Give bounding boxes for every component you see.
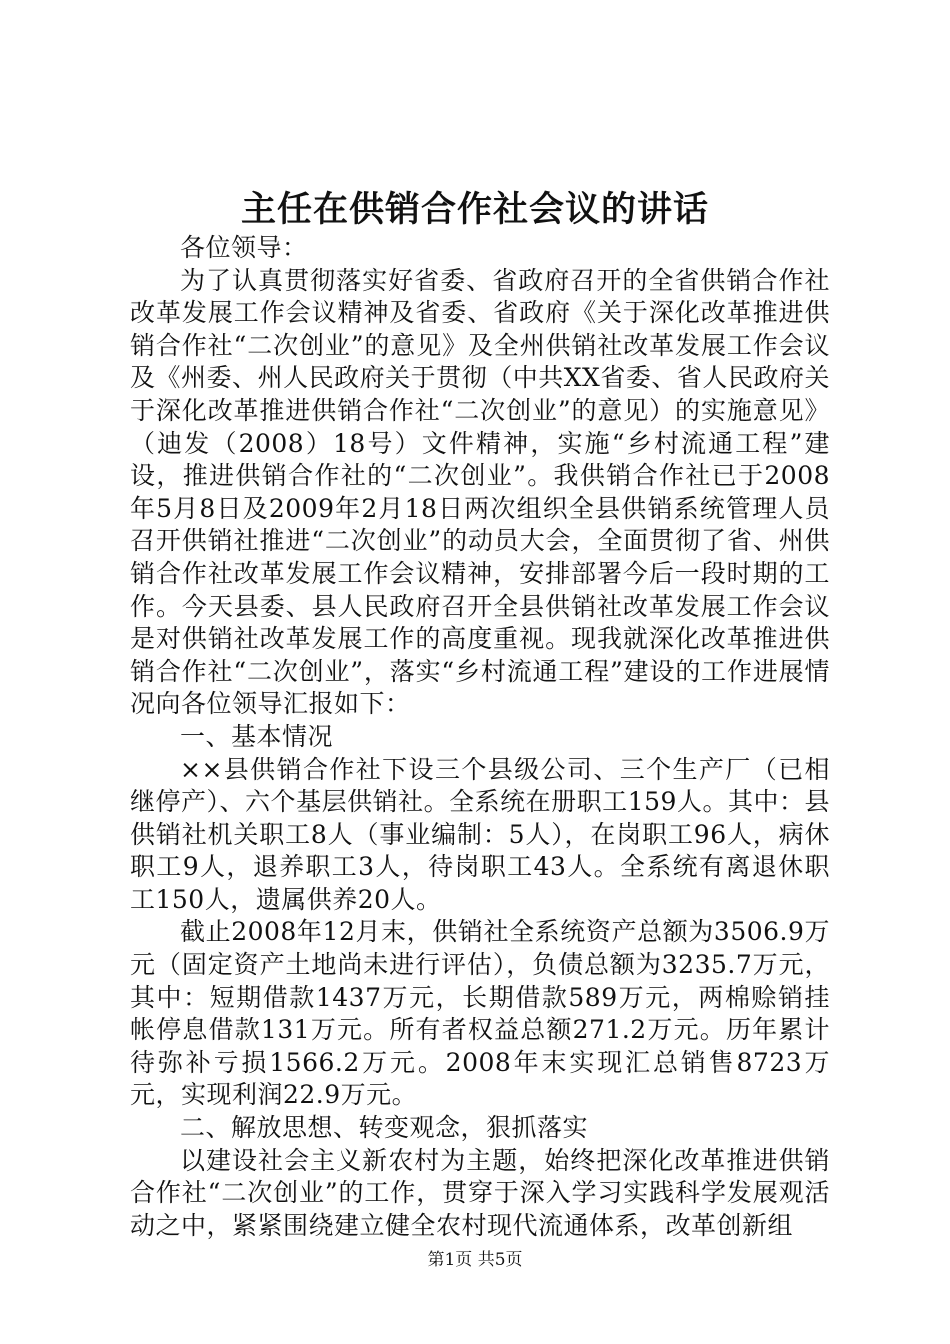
section-heading-mindset: 二、解放思想、转变观念，狠抓落实: [180, 1113, 589, 1143]
paragraph-financials: 截止2008年12月末，供销社全系统资产总额为3506.9万元（固定资产土地尚未进行评估），负债总额为3235.7万元，其中：短期借款1437万元，长期借款589万元，两棉赊销挂帐停息借款131万元。所有者权益总额271.2万元。历年累计待弥补亏损1566.2万元。2008年末实现汇总销售8723万元，实现利润22.9万元。: [130, 917, 830, 1110]
salutation: 各位领导：: [180, 233, 308, 262]
paragraph-basic-situation: ××县供销合作社下设三个县级公司、三个生产厂（已相继停产）、六个基层供销社。全系统在册职工159人。其中：县供销社机关职工8人（事业编制：5人），在岗职工96人，病休职工9人，退养职工3人，待岗职工43人。全系统有离退休职工150人，遗属供养20人。: [130, 754, 830, 914]
paragraph-mindset: 以建设社会主义新农村为主题，始终把深化改革推进供销合作社“二次创业”的工作，贯穿于深入学习实践科学发展观活动之中，紧紧围绕建立健全农村现代流通体系，改革创新组: [130, 1145, 830, 1240]
section-heading-basic-situation: 一、基本情况: [180, 721, 334, 751]
document-title: 主任在供销合作社会议的讲话: [240, 189, 709, 230]
document-body: [130, 232, 830, 1242]
page-number-footer: 第1页 共5页: [427, 1250, 523, 1270]
paragraph-intro: 为了认真贯彻落实好省委、省政府召开的全省供销合作社改革发展工作会议精神及省委、省政府《关于深化改革推进供销合作社“二次创业”的意见》及全州供销社改革发展工作会议及《州委、州人民政府关于贯彻（中共XX省委、省人民政府关于深化改革推进供销合作社“二次创业”的意见）的实施意见》（迪发（2008）18号）文件精神，实施“乡村流通工程”建设，推进供销合作社的“二次创业”。我供销合作社已于2008年5月8日及2009年2月18日两次组织全县供销系统管理人员召开供销社推进“二次创业”的动员大会，全面贯彻了省、州供销合作社改革发展工作会议精神，安排部署今后一段时期的工作。今天县委、县人民政府召开全县供销社改革发展工作会议是对供销社改革发展工作的高度重视。现我就深化改革推进供销合作社“二次创业”，落实“乡村流通工程”建设的工作进展情况向各位领导汇报如下：: [130, 265, 830, 719]
